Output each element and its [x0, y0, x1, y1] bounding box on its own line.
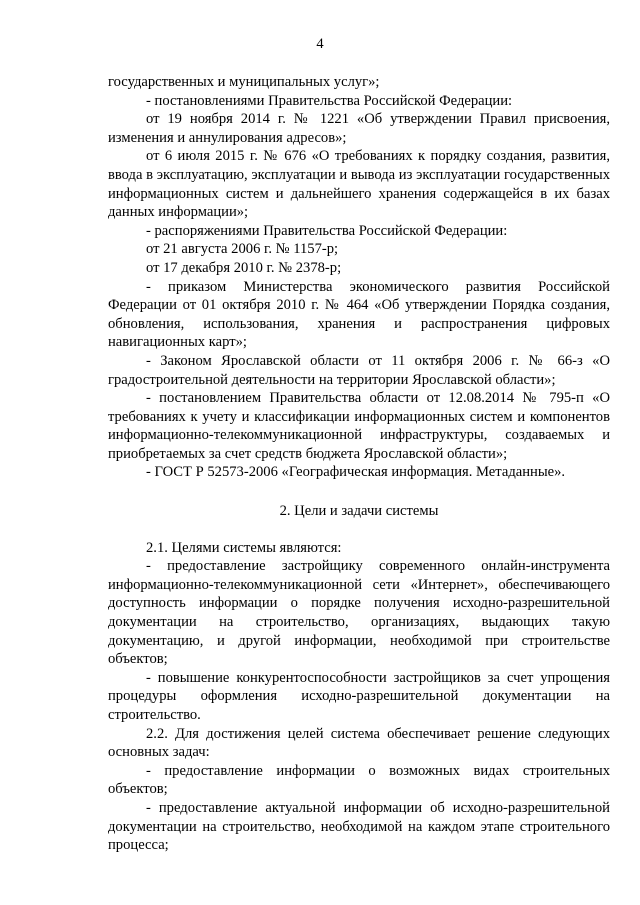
paragraph: - Законом Ярославской области от 11 октября 2006 г. № 66-з «О градостроительной деятельности на территории Ярославской области»;: [108, 352, 610, 388]
section-heading: 2. Цели и задачи системы: [279, 503, 439, 520]
paragraph: - предоставление застройщику современного онлайн-инструмента информационно-телекоммуникационной сети «Интернет», обеспечивающего доступность информации о порядке получения исходно-разрешительной документации на строительство, организациях, выдающих такую документацию, и другой информации, необходимой при строительстве объектов;: [108, 558, 610, 668]
paragraph: - распоряжениями Правительства Российской Федерации:: [146, 222, 508, 239]
paragraph: - приказом Министерства экономического развития Российской Федерации от 01 октября 2010 г. № 464 «Об утверждении Порядка создания, обновления, использования, хранения и распространения цифровых навигационных карт»;: [108, 278, 610, 351]
paragraph: - повышение конкурентоспособности застройщиков за счет упрощения процедуры оформления исходно-разрешительной документации на строительство.: [108, 669, 610, 723]
paragraph: от 21 августа 2006 г. № 1157-р;: [146, 241, 339, 258]
paragraph: - предоставление актуальной информации об исходно-разрешительной документации на строительство, необходимой на каждом этапе строительного процесса;: [108, 799, 610, 854]
paragraph: 2.1. Целями системы являются:: [146, 539, 342, 556]
page-number: 4: [316, 36, 324, 52]
paragraph: - постановлениями Правительства Российской Федерации:: [146, 92, 513, 109]
paragraph: государственных и муниципальных услуг»;: [108, 74, 380, 90]
document-body: [108, 73, 610, 855]
paragraph: от 17 декабря 2010 г. № 2378-р;: [146, 259, 342, 276]
paragraph: - предоставление информации о возможных видах строительных объектов;: [108, 762, 610, 798]
paragraph: от 6 июля 2015 г. № 676 «О требованиях к порядку создания, развития, ввода в эксплуатацию, эксплуатации и вывода из эксплуатации государственных информационных систем и дальнейшего хранения содержащейся в их базах данных информации»;: [108, 148, 610, 221]
paragraph: 2.2. Для достижения целей система обеспечивает решение следующих основных задач:: [108, 725, 610, 761]
paragraph: от 19 ноября 2014 г. № 1221 «Об утверждении Правил присвоения, изменения и аннулирования адресов»;: [108, 111, 610, 146]
paragraph: - постановлением Правительства области от 12.08.2014 № 795-п «О требованиях к учету и классификации информационных систем и компонентов информационно-телекоммуникационной инфраструктуры, создаваемых и приобретаемых за счет средств бюджета Ярославской области»;: [108, 390, 610, 462]
paragraph: - ГОСТ Р 52573-2006 «Географическая информация. Метаданные».: [146, 464, 566, 481]
